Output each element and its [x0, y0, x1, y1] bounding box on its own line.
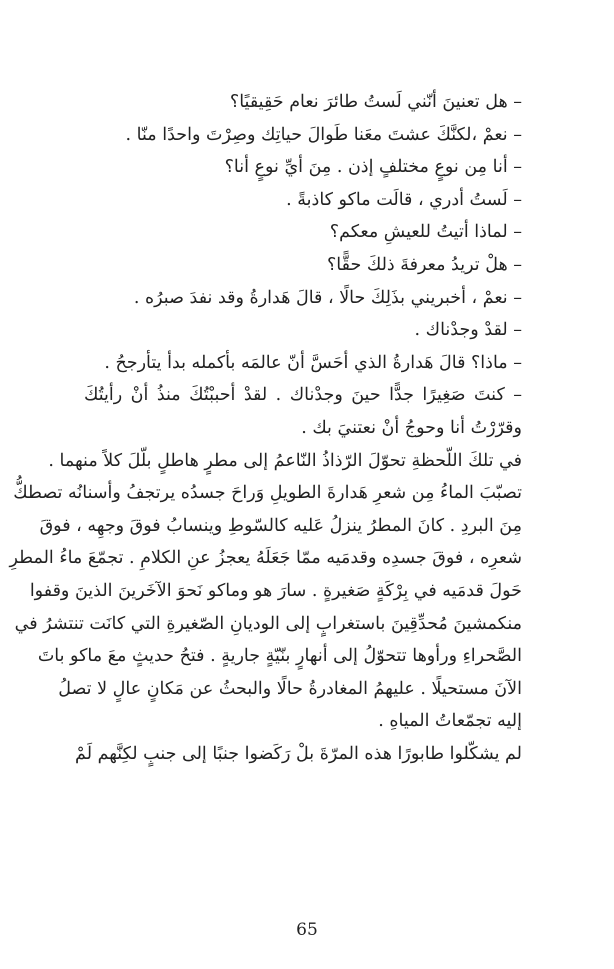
narrative-line: إليه تجمّعاتُ المياهِ .	[378, 711, 522, 732]
narrative-line: تصبّبَ الماءُ مِن شعرِ هَدارةَ الطويلِ وَراحَ جسدُه يرتجفُ وأسنانُه تصطكُّ	[13, 483, 522, 504]
dialogue-line: – هلْ تريدُ معرفةَ ذلكَ حقًّا؟	[326, 254, 522, 275]
last-speech-line-1: – كنتَ صَغِيرًا جدًّا حينَ وجدْناك . لقدْ أحببْتُكَ منذُ أنْ رأيتُكَ	[84, 385, 522, 406]
narrative-line: منكمشينَ مُحدِّقِينَ باستغرابٍ إلى الوديانِ الصّغيرةِ التي كانَت تنتشرُ في	[14, 613, 522, 634]
dialogue-line: – نعمْ ،لكنَّكَ عشتَ معَنا طَوالَ حياتِك وصِرْتَ واحدًا منّا .	[125, 124, 522, 145]
last-speech-line-2: وقرّرْتُ أنا وحوجُ أنْ نعتنيَ بك .	[301, 417, 522, 438]
narrative-line: شعرِه ، فوقَ جسدِه وقدمَيه ممّا جَعَلَهُ يعجزُ عنِ الكلامِ . تجمّعَ ماءُ المطرِ	[9, 548, 522, 569]
dialogue-line: – هل تعنينَ أنّني لَستُ طائرَ نعام حَقِيقيًا؟	[229, 92, 522, 112]
dialogue-line: – ماذا؟ قالَ هَدارةُ الذي أحَسَّ أنّ عالمَه بأكمله بدأ يتأرجحُ .	[104, 352, 522, 373]
page-number: 65	[296, 920, 318, 940]
narrative-line: مِنَ البردِ . كانَ المطرُ ينزلُ عَليه كالسّوطِ وينسابُ فوقَ وجهِه ، فوقَ	[39, 515, 522, 536]
final-paragraph-line: لم يشكّلوا طابورًا هذه المرّةَ بلْ رَكَضوا جنبًا إلى جنبٍ لكِنَّهم لَمْ	[75, 743, 522, 764]
dialogue-line: – أنا مِن نوعٍ مختلفٍ إذن . مِنَ أيِّ نوعٍ أنا؟	[224, 157, 522, 178]
narrative-line: الآنَ مستحيلًا . عليهمُ المغادرةُ حالًا والبحثُ عن مَكانٍ عالٍ لا تصلُ	[58, 678, 522, 699]
dialogue-line: – لَستُ أدري ، قالَت ماكو كاذبةً .	[286, 189, 522, 210]
dialogue-line: – نعمْ ، أخبريني بذَلِكَ حالًا ، قالَ هَدارةُ وقد نفدَ صبرُه .	[133, 287, 522, 308]
narrative-line: الصَّحراءِ ورأوها تتحوّلُ إلى أنهارٍ بنّيّةٍ جاريةٍ . فتحُ حديثٍ معَ ماكو باتَ	[37, 646, 522, 667]
dialogue-line: – لماذا أتيتُ للعيشِ معكم؟	[329, 222, 522, 243]
narrative-line: في تلكَ اللّحظةِ تحوّلَ الرّذاذُ النّاعمُ إلى مطرٍ هاطلٍ بلّلَ كلاً منهما .	[48, 450, 522, 471]
page-text	[9, 86, 522, 770]
narrative-line: حَولَ قدمَيه في بِرْكَةٍ صَغيرةٍ . سارَ هو وماكو نَحوَ الآخَرينَ الذينَ وقفوا	[29, 580, 522, 601]
dialogue-line: – لقدْ وجدْناك .	[414, 320, 522, 341]
